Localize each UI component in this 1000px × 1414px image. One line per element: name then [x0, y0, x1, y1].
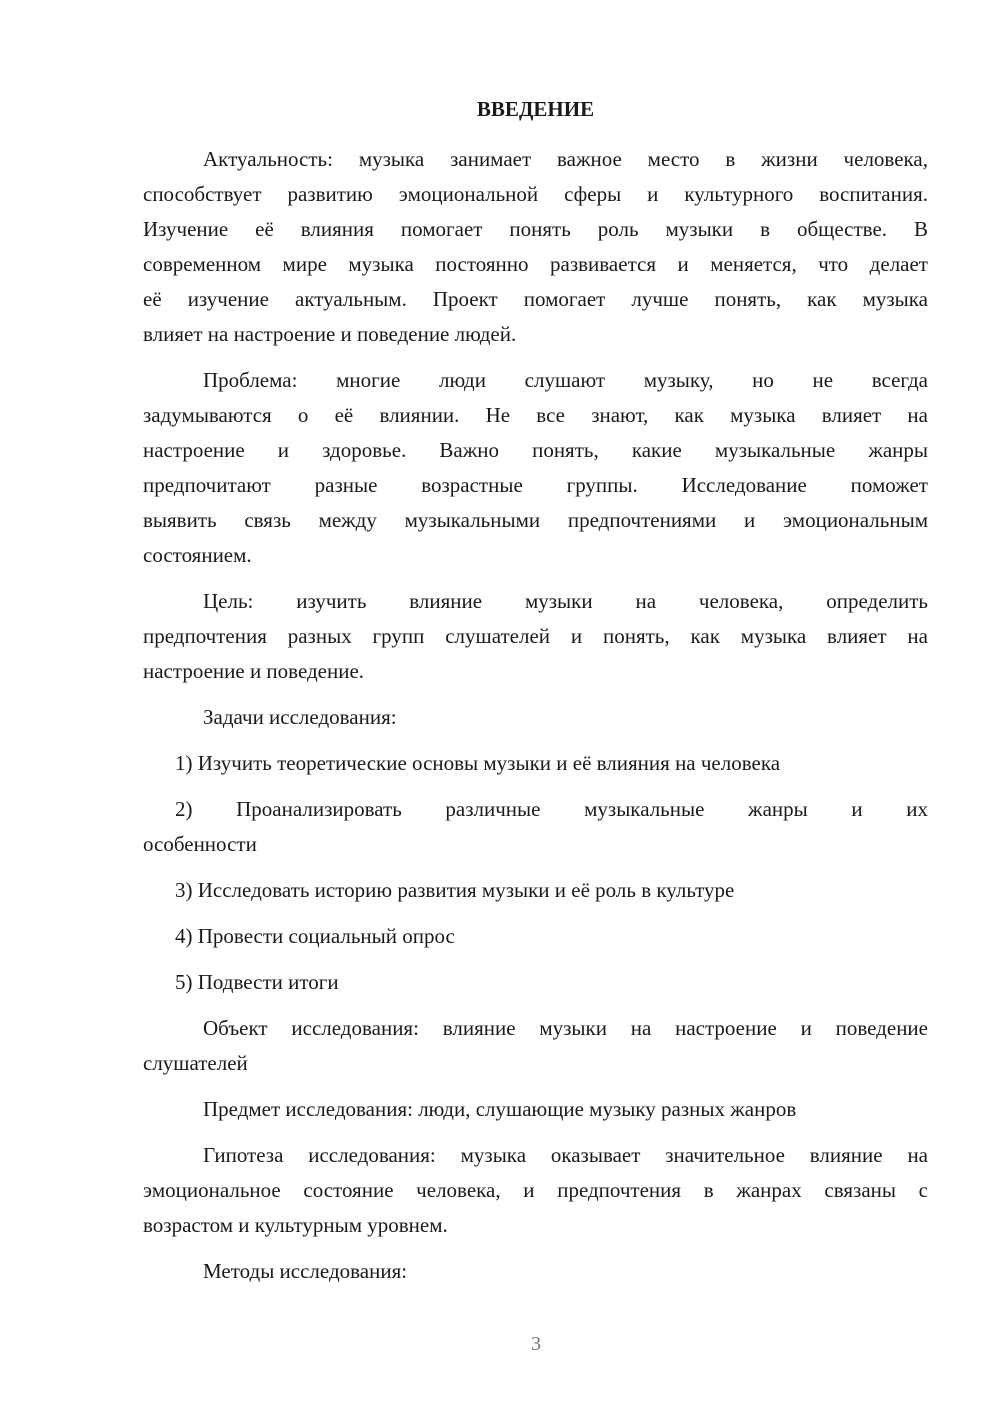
list-item — [143, 873, 928, 908]
text-line: Проблема: многие люди слушают музыку, но не всегда — [203, 368, 928, 392]
text-line: её изучение актуальным. Проект помогает лучше понять, как музыка — [143, 287, 928, 311]
text-line: эмоциональное состояние человека, и предпочтения в жанрах связаны с — [143, 1178, 928, 1202]
text-line: Цель: изучить влияние музыки на человека, определить — [203, 589, 928, 613]
paragraph — [143, 1092, 928, 1127]
paragraph — [143, 142, 928, 352]
list-item — [143, 919, 928, 954]
paragraph — [143, 1011, 928, 1081]
text-line: настроение и здоровье. Важно понять, какие музыкальные жанры — [143, 438, 928, 462]
paragraph — [143, 584, 928, 689]
text-line: возрастом и культурным уровнем. — [143, 1213, 448, 1237]
text-line: Изучение её влияния помогает понять роль музыки в обществе. В — [143, 217, 928, 241]
text-line: состоянием. — [143, 543, 252, 567]
text-line: современном мире музыка постоянно развивается и меняется, что делает — [143, 252, 928, 276]
text-line: предпочитают разные возрастные группы. Исследование поможет — [143, 473, 928, 497]
text-line: способствует развитию эмоциональной сферы и культурного воспитания. — [143, 182, 928, 206]
text-line: Актуальность: музыка занимает важное место в жизни человека, — [203, 147, 928, 171]
text-line: особенности — [143, 832, 257, 856]
document-page — [143, 92, 928, 1289]
text-line: предпочтения разных групп слушателей и понять, как музыка влияет на — [143, 624, 928, 648]
list-item — [143, 792, 928, 862]
list-item — [143, 965, 928, 1000]
text-line: выявить связь между музыкальными предпочтениями и эмоциональным — [143, 508, 928, 532]
text-line: 5) Подвести итоги — [175, 970, 339, 994]
text-line: влияет на настроение и поведение людей. — [143, 322, 517, 346]
text-line: Гипотеза исследования: музыка оказывает значительное влияние на — [203, 1143, 928, 1167]
text-line: настроение и поведение. — [143, 659, 365, 683]
list-item — [143, 746, 928, 781]
paragraph — [143, 1138, 928, 1243]
text-line: 2) Проанализировать различные музыкальные жанры и их — [175, 797, 928, 821]
text-line: задумываются о её влиянии. Не все знают, как музыка влияет на — [143, 403, 928, 427]
paragraph — [143, 363, 928, 573]
text-line: слушателей — [143, 1051, 248, 1075]
text-line: Задачи исследования: — [203, 705, 397, 729]
text-line: 3) Исследовать историю развития музыки и её роль в культуре — [175, 878, 735, 902]
text-line: 1) Изучить теоретические основы музыки и её влияния на человека — [175, 751, 781, 775]
text-line: Предмет исследования: люди, слушающие музыку разных жанров — [203, 1097, 797, 1121]
section-title: ВВЕДЕНИЕ — [476, 97, 595, 121]
text-line: 4) Провести социальный опрос — [175, 924, 455, 948]
paragraph — [143, 700, 928, 735]
page-number: 3 — [531, 1333, 541, 1355]
text-line: Объект исследования: влияние музыки на настроение и поведение — [203, 1016, 928, 1040]
paragraph — [143, 1254, 928, 1289]
text-line: Методы исследования: — [203, 1259, 408, 1283]
document-body — [143, 142, 928, 1289]
